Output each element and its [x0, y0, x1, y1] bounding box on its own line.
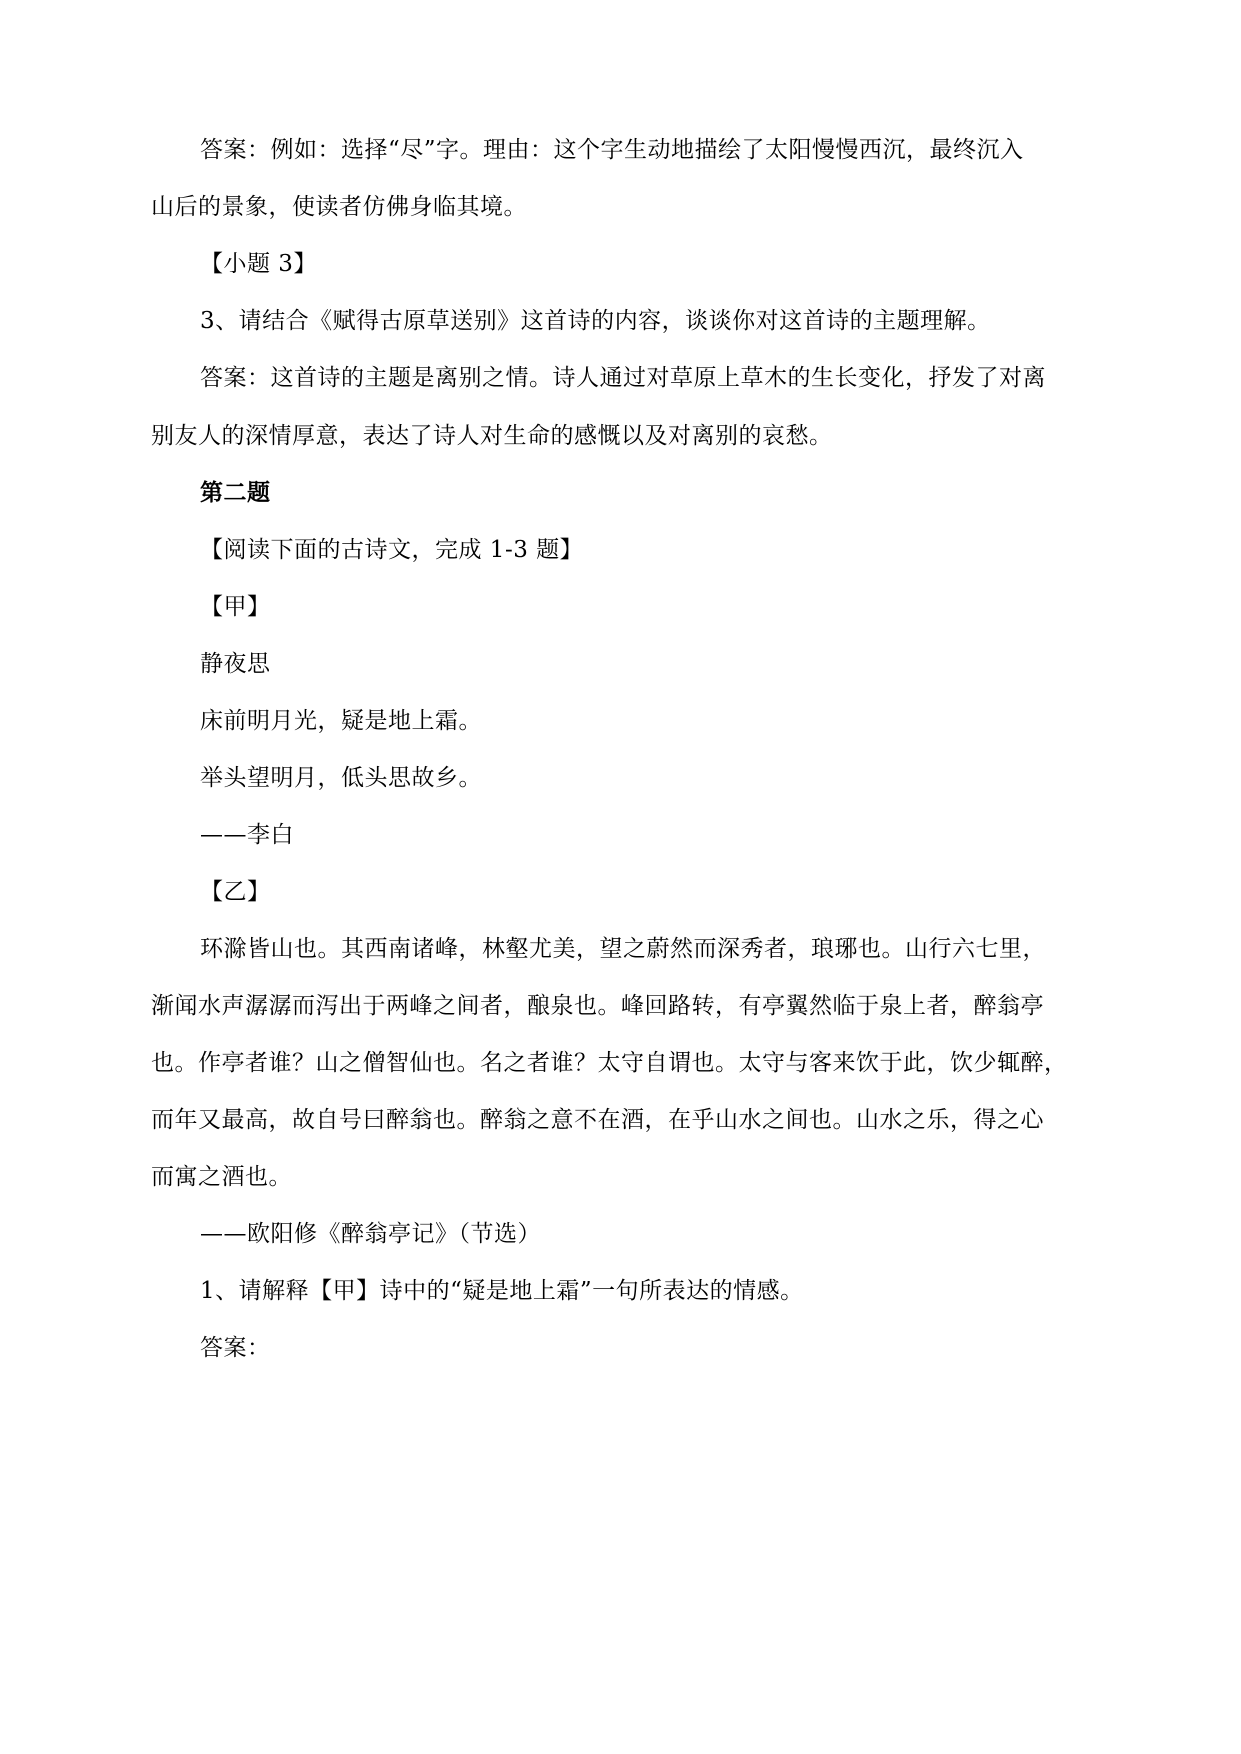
prose-line-1: 环滁皆山也。其西南诸峰，林壑尤美，望之蔚然而深秀者，琅琊也。山行六七里，	[200, 936, 1046, 962]
section-2-heading: 第二题	[200, 479, 271, 506]
poem-title: 静夜思	[200, 651, 271, 677]
answer-3-line-1: 答案：这首诗的主题是离别之情。诗人通过对草原上草木的生长变化，抒发了对离	[200, 365, 1046, 391]
part-jia-label: 【甲】	[200, 594, 271, 620]
answer-2-line-2: 山后的景象，使读者仿佛身临其境。	[151, 194, 527, 220]
question-3-text: 3、请结合《赋得古原草送别》这首诗的内容，谈谈你对这首诗的主题理解。	[200, 308, 991, 334]
reading-instruction: 【阅读下面的古诗文，完成 1-3 题】	[200, 537, 584, 563]
prose-source: ——欧阳修《醉翁亭记》（节选）	[200, 1221, 541, 1247]
answer-2-line-1: 答案：例如：选择“尽”字。理由：这个字生动地描绘了太阳慢慢西沉，最终沉入	[200, 137, 1024, 163]
part-yi-label: 【乙】	[200, 879, 271, 905]
poem-line-1: 床前明月光，疑是地上霜。	[200, 708, 482, 734]
prose-line-4: 而年又最高，故自号曰醉翁也。醉翁之意不在酒，在乎山水之间也。山水之乐，得之心	[151, 1107, 1044, 1133]
answer-1-label: 答案：	[200, 1335, 271, 1361]
poem-author: ——李白	[200, 822, 294, 848]
prose-line-3: 也。作亭者谁？山之僧智仙也。名之者谁？太守自谓也。太守与客来饮于此，饮少辄醉，	[151, 1050, 1068, 1076]
question-1-text: 1、请解释【甲】诗中的“疑是地上霜”一句所表达的情感。	[200, 1278, 804, 1304]
prose-line-2: 渐闻水声潺潺而泻出于两峰之间者，酿泉也。峰回路转，有亭翼然临于泉上者，醉翁亭	[151, 993, 1044, 1019]
answer-3-line-2: 别友人的深情厚意，表达了诗人对生命的感慨以及对离别的哀愁。	[151, 423, 833, 449]
prose-line-5: 而寓之酒也。	[151, 1164, 292, 1190]
poem-line-2: 举头望明月，低头思故乡。	[200, 765, 482, 791]
subquestion-3-heading: 【小题 3】	[200, 251, 317, 277]
